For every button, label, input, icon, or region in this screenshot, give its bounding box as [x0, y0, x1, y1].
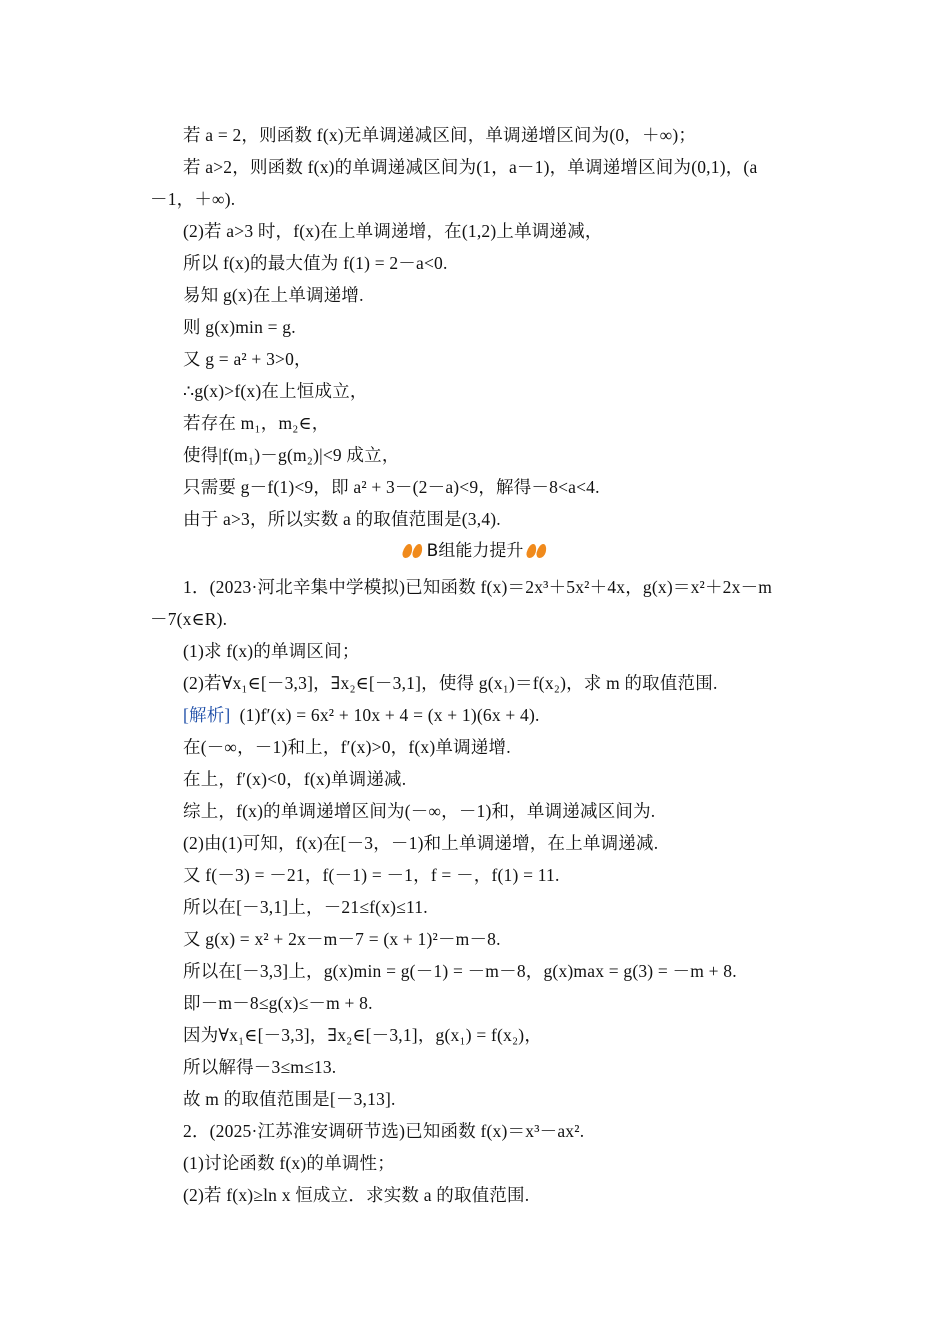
text-line: 又 g = a² + 3>0，	[183, 349, 312, 369]
problem-1-question-1: (1)求 f(x)的单调区间；	[183, 641, 360, 661]
text-line: 则 g(x)min = g.	[183, 317, 296, 337]
solution-first-text: (1)f′(x) = 6x² + 10x + 4 = (x + 1)(6x + 4).	[230, 705, 540, 725]
solution-line: 因为∀x₁∈[－3,3]，∃x₂∈[－3,1]，g(x₁) = f(x₂)，	[183, 1025, 543, 1045]
solution-line: 又 f(－3) = －21，f(－1) = －1，f = －，f(1) = 11.	[183, 865, 560, 885]
text-line: －1，＋∞).	[150, 189, 236, 209]
solution-first-line	[183, 702, 843, 728]
solution-line: 即－m－8≤g(x)≤－m + 8.	[183, 993, 373, 1013]
section-heading	[0, 538, 950, 564]
text-line: 只需要 g－f(1)<9，即 a² + 3－(2－a)<9，解得－8<a<4.	[183, 477, 600, 497]
text-line: 所以 f(x)的最大值为 f(1) = 2－a<0.	[183, 253, 448, 273]
text-line: 由于 a>3，所以实数 a 的取值范围是(3,4).	[183, 509, 501, 529]
problem-2-question-2: (2)若 f(x)≥ln x 恒成立．求实数 a 的取值范围.	[183, 1185, 530, 1205]
text-line: (2)若 a>3 时，f(x)在上单调递增，在(1,2)上单调递减，	[183, 221, 603, 241]
text-line: 若 a>2，则函数 f(x)的单调递减区间为(1，a－1)，单调递增区间为(0,1)，(a	[183, 157, 758, 177]
close-quote-icon	[526, 540, 548, 562]
problem-2-question-1: (1)讨论函数 f(x)的单调性；	[183, 1153, 395, 1173]
text-line: ∴g(x)>f(x)在上恒成立，	[183, 381, 368, 401]
solution-label: [解析]	[183, 705, 231, 725]
problem-1-statement-cont: －7(x∈R).	[150, 609, 228, 629]
text-line: 若 a = 2，则函数 f(x)无单调递减区间，单调递增区间为(0，＋∞)；	[183, 125, 697, 145]
solution-line: 所以在[－3,3]上，g(x)min = g(－1) = －m－8，g(x)max = g(3) = －m + 8.	[183, 961, 737, 981]
solution-line: 在(－∞，－1)和上，f′(x)>0，f(x)单调递增.	[183, 737, 511, 757]
solution-line: 又 g(x) = x² + 2x－m－7 = (x + 1)²－m－8.	[183, 929, 501, 949]
solution-line: 所以在[－3,1]上，－21≤f(x)≤11.	[183, 897, 428, 917]
text-line: 易知 g(x)在上单调递增.	[183, 285, 364, 305]
section-heading-text: B组能力提升	[426, 541, 524, 561]
text-line: 使得|f(m₁)－g(m₂)|<9 成立，	[183, 445, 400, 465]
problem-1-question-2: (2)若∀x₁∈[－3,3]，∃x₂∈[－3,1]，使得 g(x₁)＝f(x₂)，求 m 的取值范围.	[183, 673, 718, 693]
text-line: 若存在 m₁，m₂∈，	[183, 413, 330, 433]
solution-line: 所以解得－3≤m≤13.	[183, 1057, 337, 1077]
solution-line: 故 m 的取值范围是[－3,13].	[183, 1089, 396, 1109]
solution-line: 在上，f′(x)<0，f(x)单调递减.	[183, 769, 407, 789]
problem-2-statement: 2．(2025·江苏淮安调研节选)已知函数 f(x)＝x³－ax².	[183, 1121, 585, 1141]
solution-line: (2)由(1)可知，f(x)在[－3，－1)和上单调递增，在上单调递减.	[183, 833, 659, 853]
solution-line: 综上，f(x)的单调递增区间为(－∞，－1)和，单调递减区间为.	[183, 801, 656, 821]
open-quote-icon	[402, 540, 424, 562]
problem-1-statement: 1．(2023·河北辛集中学模拟)已知函数 f(x)＝2x³＋5x²＋4x，g(x)＝x²＋2x－m	[183, 577, 773, 597]
